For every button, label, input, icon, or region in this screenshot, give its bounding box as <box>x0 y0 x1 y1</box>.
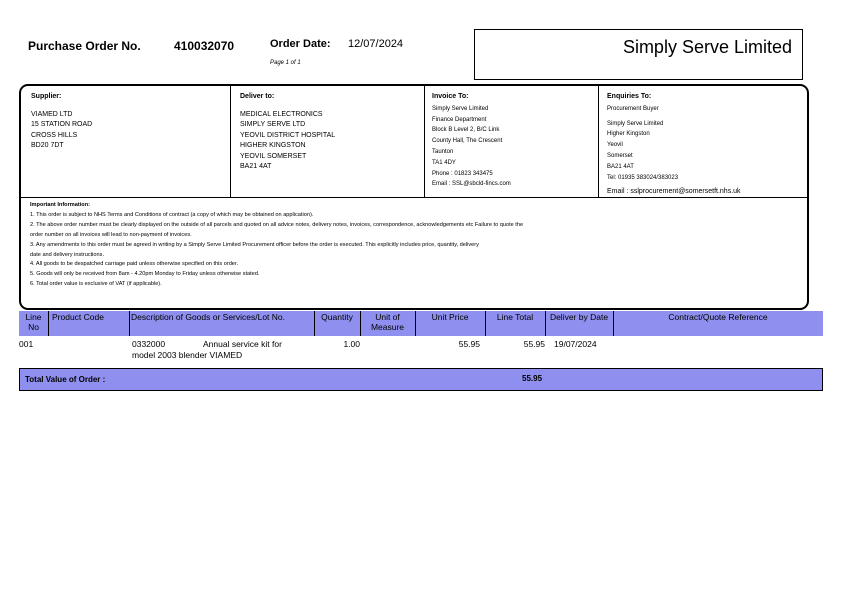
deliver-to-line: YEOVIL DISTRICT HOSPITAL <box>240 131 336 139</box>
row-description: Annual service kit for <box>203 339 282 349</box>
invoice-to-line: Block B Level 2, B/C Link <box>432 127 500 134</box>
supplier-line: VIAMED LTD <box>31 110 73 118</box>
enquiries-to-block <box>607 92 741 198</box>
order-date-value: 12/07/2024 <box>348 38 404 50</box>
invoice-to-line: County Hall, The Crescent <box>432 138 503 145</box>
table-header <box>19 311 823 336</box>
row-line-no: 001 <box>19 339 34 349</box>
invoice-to-heading: Invoice To: <box>432 93 469 100</box>
col-header-unit: Unit of Measure <box>370 312 405 332</box>
important-line: 5. Goods will only be received from 8am - 4.20pm Monday to Friday unless otherwise stated. <box>30 271 260 278</box>
invoice-to-line: Finance Department <box>432 116 487 123</box>
po-title: Purchase Order No. <box>28 39 141 53</box>
enquiries-line: Simply Serve Limited <box>607 120 664 127</box>
enquiries-email: Email : sslprocurement@somersetft.nhs.uk <box>607 188 741 196</box>
invoice-to-block <box>432 92 511 190</box>
row-description-cont: model 2003 blender VIAMED <box>132 350 243 360</box>
col-header-contract: Contract/Quote Reference <box>668 312 768 322</box>
order-date-label: Order Date: <box>270 38 331 50</box>
enquiries-to-heading: Enquiries To: <box>607 93 652 100</box>
column-divider <box>598 86 599 197</box>
important-line: 2. The above order number must be clearly displayed on the outside of all parcels and quoted on all advice notes, delivery notes, invoices, correspondence, acknowledgements etc Failure to quote the <box>30 221 524 228</box>
important-heading: Important Information: <box>30 202 90 208</box>
column-divider <box>424 86 425 197</box>
company-box <box>474 29 803 80</box>
deliver-to-line: SIMPLY SERVE LTD <box>240 121 306 128</box>
col-header-quantity: Quantity <box>321 312 353 322</box>
deliver-to-line: MEDICAL ELECTRONICS <box>240 110 323 118</box>
address-info-box <box>19 84 809 310</box>
invoice-to-line: TA1 4DY <box>432 159 456 166</box>
col-header-description: Description of Goods or Services/Lot No. <box>131 312 286 322</box>
invoice-to-line: Taunton <box>432 148 454 155</box>
row-line-total: 55.95 <box>523 339 545 349</box>
row-quantity: 1.00 <box>343 339 360 349</box>
deliver-to-line: YEOVIL SOMERSET <box>240 152 307 160</box>
enquiries-role: Procurement Buyer <box>607 105 659 112</box>
col-header-line-total: Line Total <box>496 312 534 322</box>
deliver-to-block <box>240 92 335 173</box>
enquiries-line: Tel: 01935 383024/383023 <box>607 174 679 181</box>
enquiries-line: Higher Kingston <box>607 131 650 138</box>
important-information <box>30 201 797 290</box>
important-line: 6. Total order value is exclusive of VAT (if applicable). <box>30 281 162 288</box>
company-name: Simply Serve Limited <box>622 37 792 57</box>
page-number: Page 1 of 1 <box>270 60 301 66</box>
important-line: 3. Any amendments to this order must be agreed in writing by a Simply Serve Limited Procurement officer before the order is executed. This explicitly includes price, quantity, delivery <box>30 241 479 248</box>
important-line: 1. This order is subject to NHS Terms and Conditions of contract (a copy of which may be obtained on application). <box>30 211 314 218</box>
po-number: 410032070 <box>174 39 235 53</box>
important-line: date and delivery instructions. <box>30 251 105 258</box>
total-label: Total Value of Order : <box>25 375 106 384</box>
row-unit-price: 55.95 <box>458 339 480 349</box>
col-header-product-code: Product Code <box>52 312 104 322</box>
enquiries-line: Yeovil <box>607 142 623 149</box>
row-product-code: 0332000 <box>132 339 166 349</box>
deliver-to-heading: Deliver to: <box>240 93 275 100</box>
supplier-line: 15 STATION ROAD <box>31 121 93 128</box>
col-header-unit-price: Unit Price <box>431 312 469 322</box>
total-bar <box>19 368 823 391</box>
supplier-line: CROSS HILLS <box>31 131 78 139</box>
invoice-to-line: Simply Serve Limited <box>432 105 489 112</box>
deliver-to-line: HIGHER KINGSTON <box>240 142 306 149</box>
supplier-line: BD20 7DT <box>31 142 64 149</box>
supplier-heading: Supplier: <box>31 93 62 100</box>
deliver-to-line: BA21 4AT <box>240 163 272 170</box>
total-value: 55.95 <box>522 374 543 383</box>
invoice-to-line: Phone : 01823 343475 <box>432 170 493 177</box>
invoice-to-line: Email : SSL@sbcld-fincs.com <box>432 181 511 188</box>
column-divider <box>230 86 231 197</box>
row-deliver-by: 19/07/2024 <box>554 339 597 349</box>
col-header-deliver-by: Deliver by Date <box>549 312 609 322</box>
supplier-block <box>31 92 92 152</box>
enquiries-line: BA21 4AT <box>607 163 634 170</box>
important-line: order number on all invoices will lead to non-payment of invoices. <box>30 231 192 238</box>
enquiries-line: Somerset <box>607 152 633 159</box>
col-header-line-no: Line No <box>25 312 42 332</box>
important-line: 4. All goods to be despatched carriage paid unless otherwise specified on this order. <box>30 261 239 268</box>
